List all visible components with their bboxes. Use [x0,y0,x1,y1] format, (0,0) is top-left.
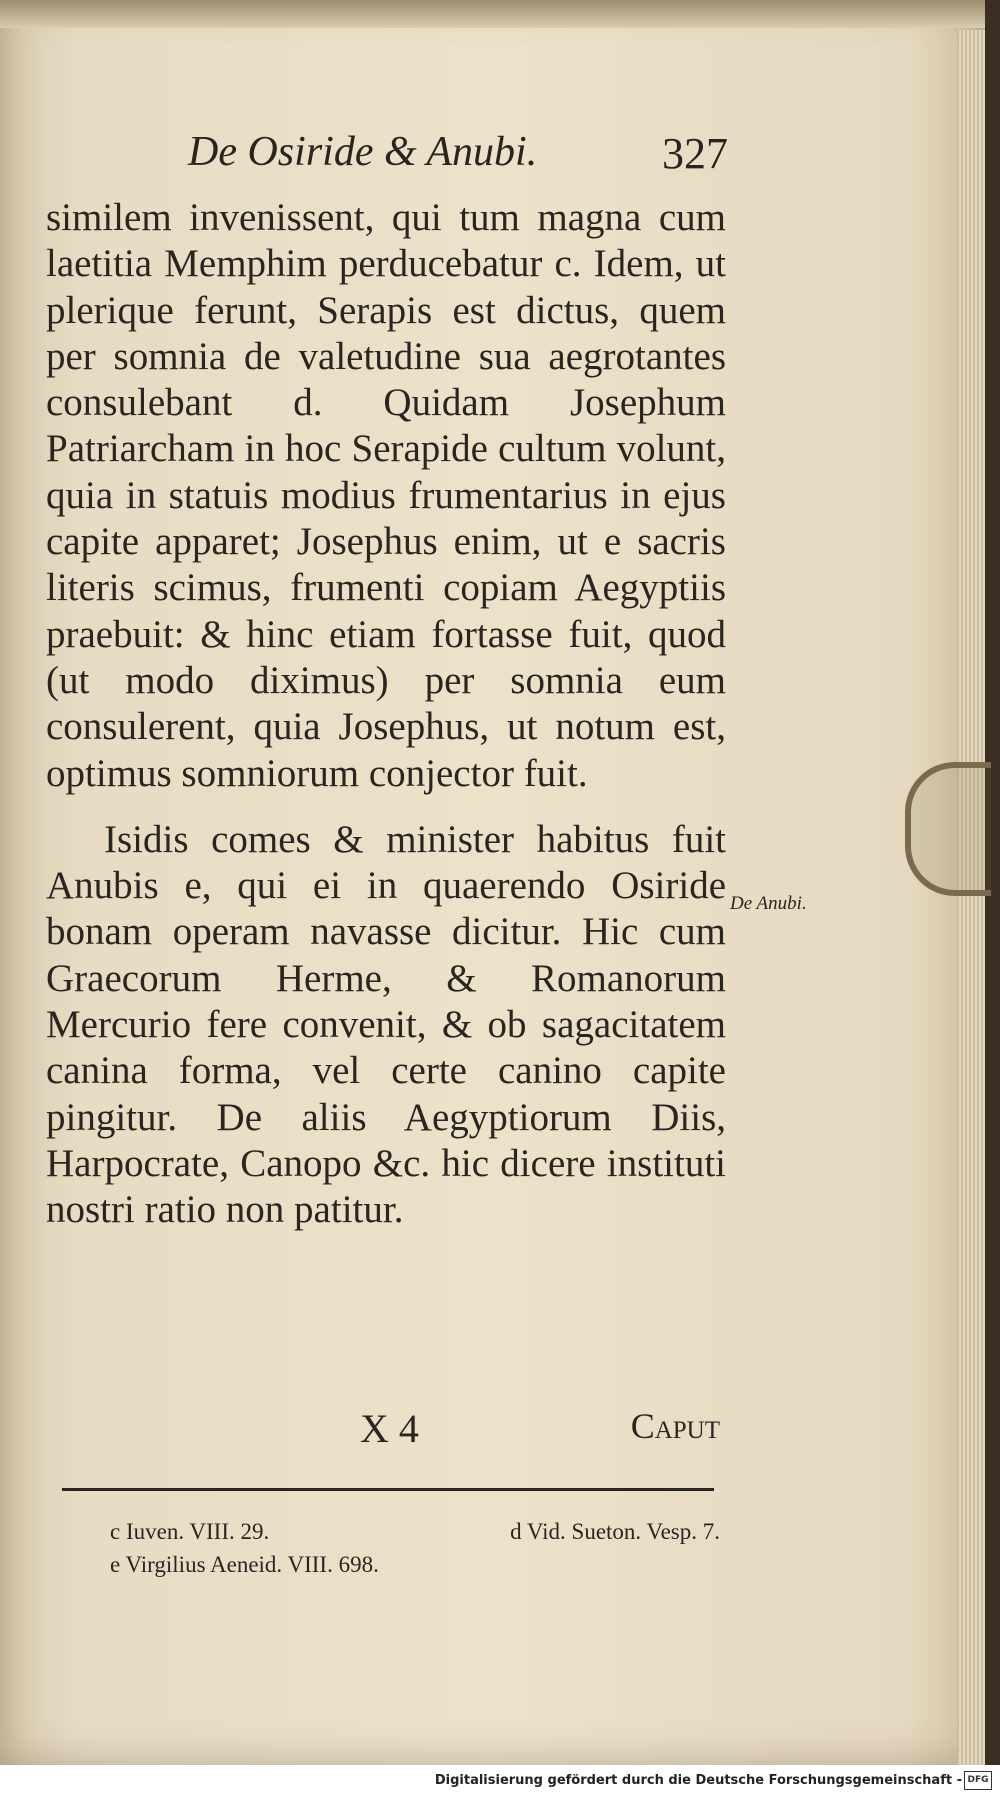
dfg-logo-icon: DFG [964,1771,992,1790]
catchword: Caput [630,1406,720,1446]
footer-credit: Digitalisierung gefördert durch die Deutsche Forschungsgemeinschaft - [434,1773,962,1788]
footnote-c: c Iuven. VIII. 29. [110,1519,270,1544]
running-head [188,128,728,176]
margin-note: De Anubi. [730,893,807,914]
page-edges [957,30,985,1765]
main-text [46,195,726,1234]
footnote-d: d Vid. Sueton. Vesp. 7. [510,1519,720,1544]
footnote-rule [62,1488,714,1491]
running-title: De Osiride & Anubi. [188,129,538,175]
signature-mark: X 4 [360,1406,419,1451]
paper-clip [905,762,991,896]
page-top-shadow [0,0,985,28]
footnote-e: e Virgilius Aeneid. VIII. 698. [110,1552,379,1577]
page-number: 327 [662,129,728,178]
paragraph-2: Isidis comes & minister habitus fuit Anubis e, qui ei in quaerendo Osiride bonam operam navasse dicitur. Hic cum Graecorum Herme, & Romanorum Mercurio fere convenit, & ob sagacitatem canina forma, vel certe canino capite pingitur. De aliis Aegyptiorum Diis, Harpocrate, Canopo &c. hic dicere instituti nostri ratio non patitur. [46,817,726,1232]
footnotes [110,1515,720,1581]
digitization-footer [0,1765,1000,1797]
paragraph-1: similem invenissent, qui tum magna cum laetitia Memphim perducebatur c. Idem, ut plerique ferunt, Serapis est dictus, quem per somnia de valetudine sua aegrotantes consulebant d. Quidam Josephum Patriarcham in hoc Serapide cultum volunt, quia in statuis modius frumentarius in ejus capite apparet; Josephus enim, ut e sacris literis scimus, frumenti copiam Aegyptiis praebuit: & hinc etiam fortasse fuit, quod (ut modo diximus) per somnia eum consulerent, quia Josephus, ut notum est, optimus somniorum conjector fuit. [46,196,726,795]
